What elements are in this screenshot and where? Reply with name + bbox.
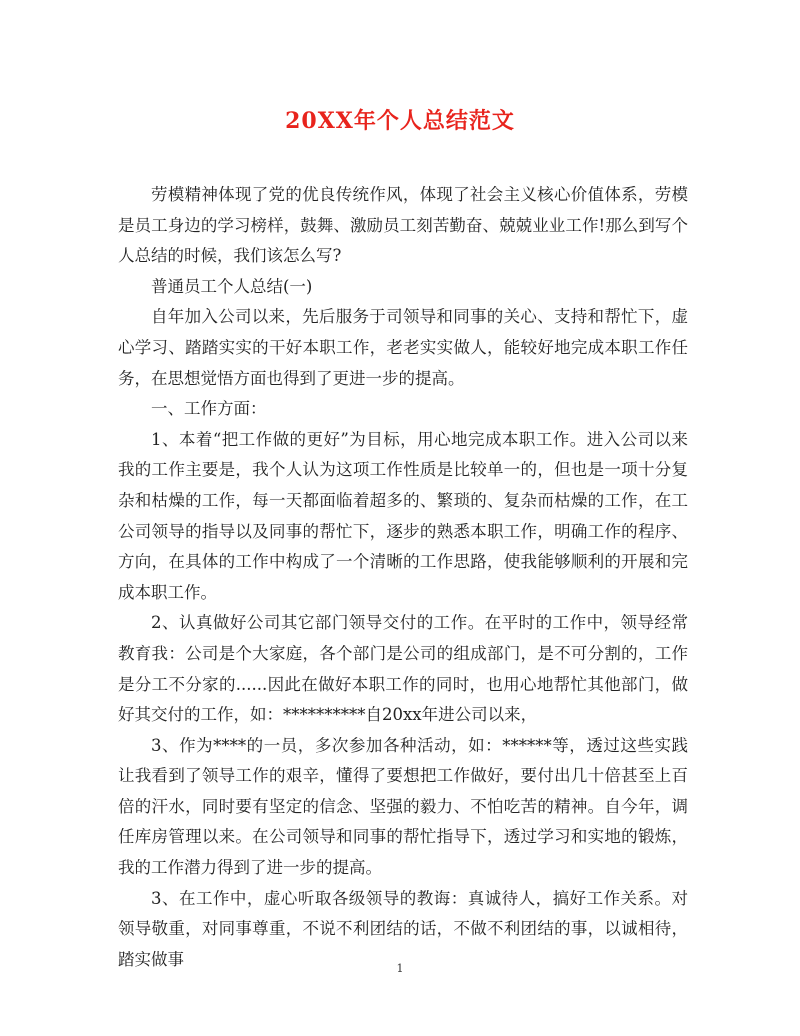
body-paragraph: 自年加入公司以来，先后服务于司领导和同事的关心、支持和帮忙下，虚心学习、踏踏实实的干好本职工作，老老实实做人，能较好地完成本职工作任务，在思想觉悟方面也得到了更进一步的提高。 (118, 307, 688, 388)
body-paragraph: 3、在工作中，虚心听取各级领导的教诲：真诚待人，搞好工作关系。对领导敬重，对同事尊重，不说不利团结的话，不做不利团结的事，以诚相待，踏实做事 (118, 888, 688, 969)
section-heading: 普通员工个人总结(一) (151, 276, 313, 296)
page-number: 1 (396, 962, 404, 975)
subsection-heading: 一、工作方面： (151, 399, 267, 419)
intro-paragraph: 劳模精神体现了党的优良传统作风，体现了社会主义核心价值体系，劳模是员工身边的学习榜样，鼓舞、激励员工刻苦勤奋、兢兢业业工作!那么到写个人总结的时候，我们该怎么写? (118, 185, 688, 266)
body-paragraph: 3、作为****的一员，多次参加各种活动，如：******等，透过这些实践让我看到了领导工作的艰辛，懂得了要想把工作做好，要付出几十倍甚至上百倍的汗水，同时要有坚定的信念、坚强的毅力、不怕吃苦的精神。自今年，调任库房管理以来。在公司领导和同事的帮忙指导下，透过学习和实地的锻炼，我的工作潜力得到了进一步的提高。 (118, 735, 688, 878)
document-body (118, 180, 688, 975)
body-paragraph: 1、本着“把工作做的更好”为目标，用心地完成本职工作。进入公司以来我的工作主要是，我个人认为这项工作性质是比较单一的，但也是一项十分复杂和枯燥的工作，每一天都面临着超多的、繁琐的、复杂而枯燥的工作，在工公司领导的指导以及同事的帮忙下，逐步的熟悉本职工作，明确工作的程序、方向，在具体的工作中构成了一个清晰的工作思路，使我能够顺利的开展和完成本职工作。 (118, 429, 688, 602)
body-paragraph: 2、认真做好公司其它部门领导交付的工作。在平时的工作中，领导经常教育我：公司是个大家庭，各个部门是公司的组成部门，是不可分割的，工作是分工不分家的......因此在做好本职工作的同时，也用心地帮忙其他部门，做好其交付的工作，如：**********自20xx年进公司以来， (118, 613, 688, 725)
document-title: 20XX年个人总结范文 (285, 108, 515, 134)
